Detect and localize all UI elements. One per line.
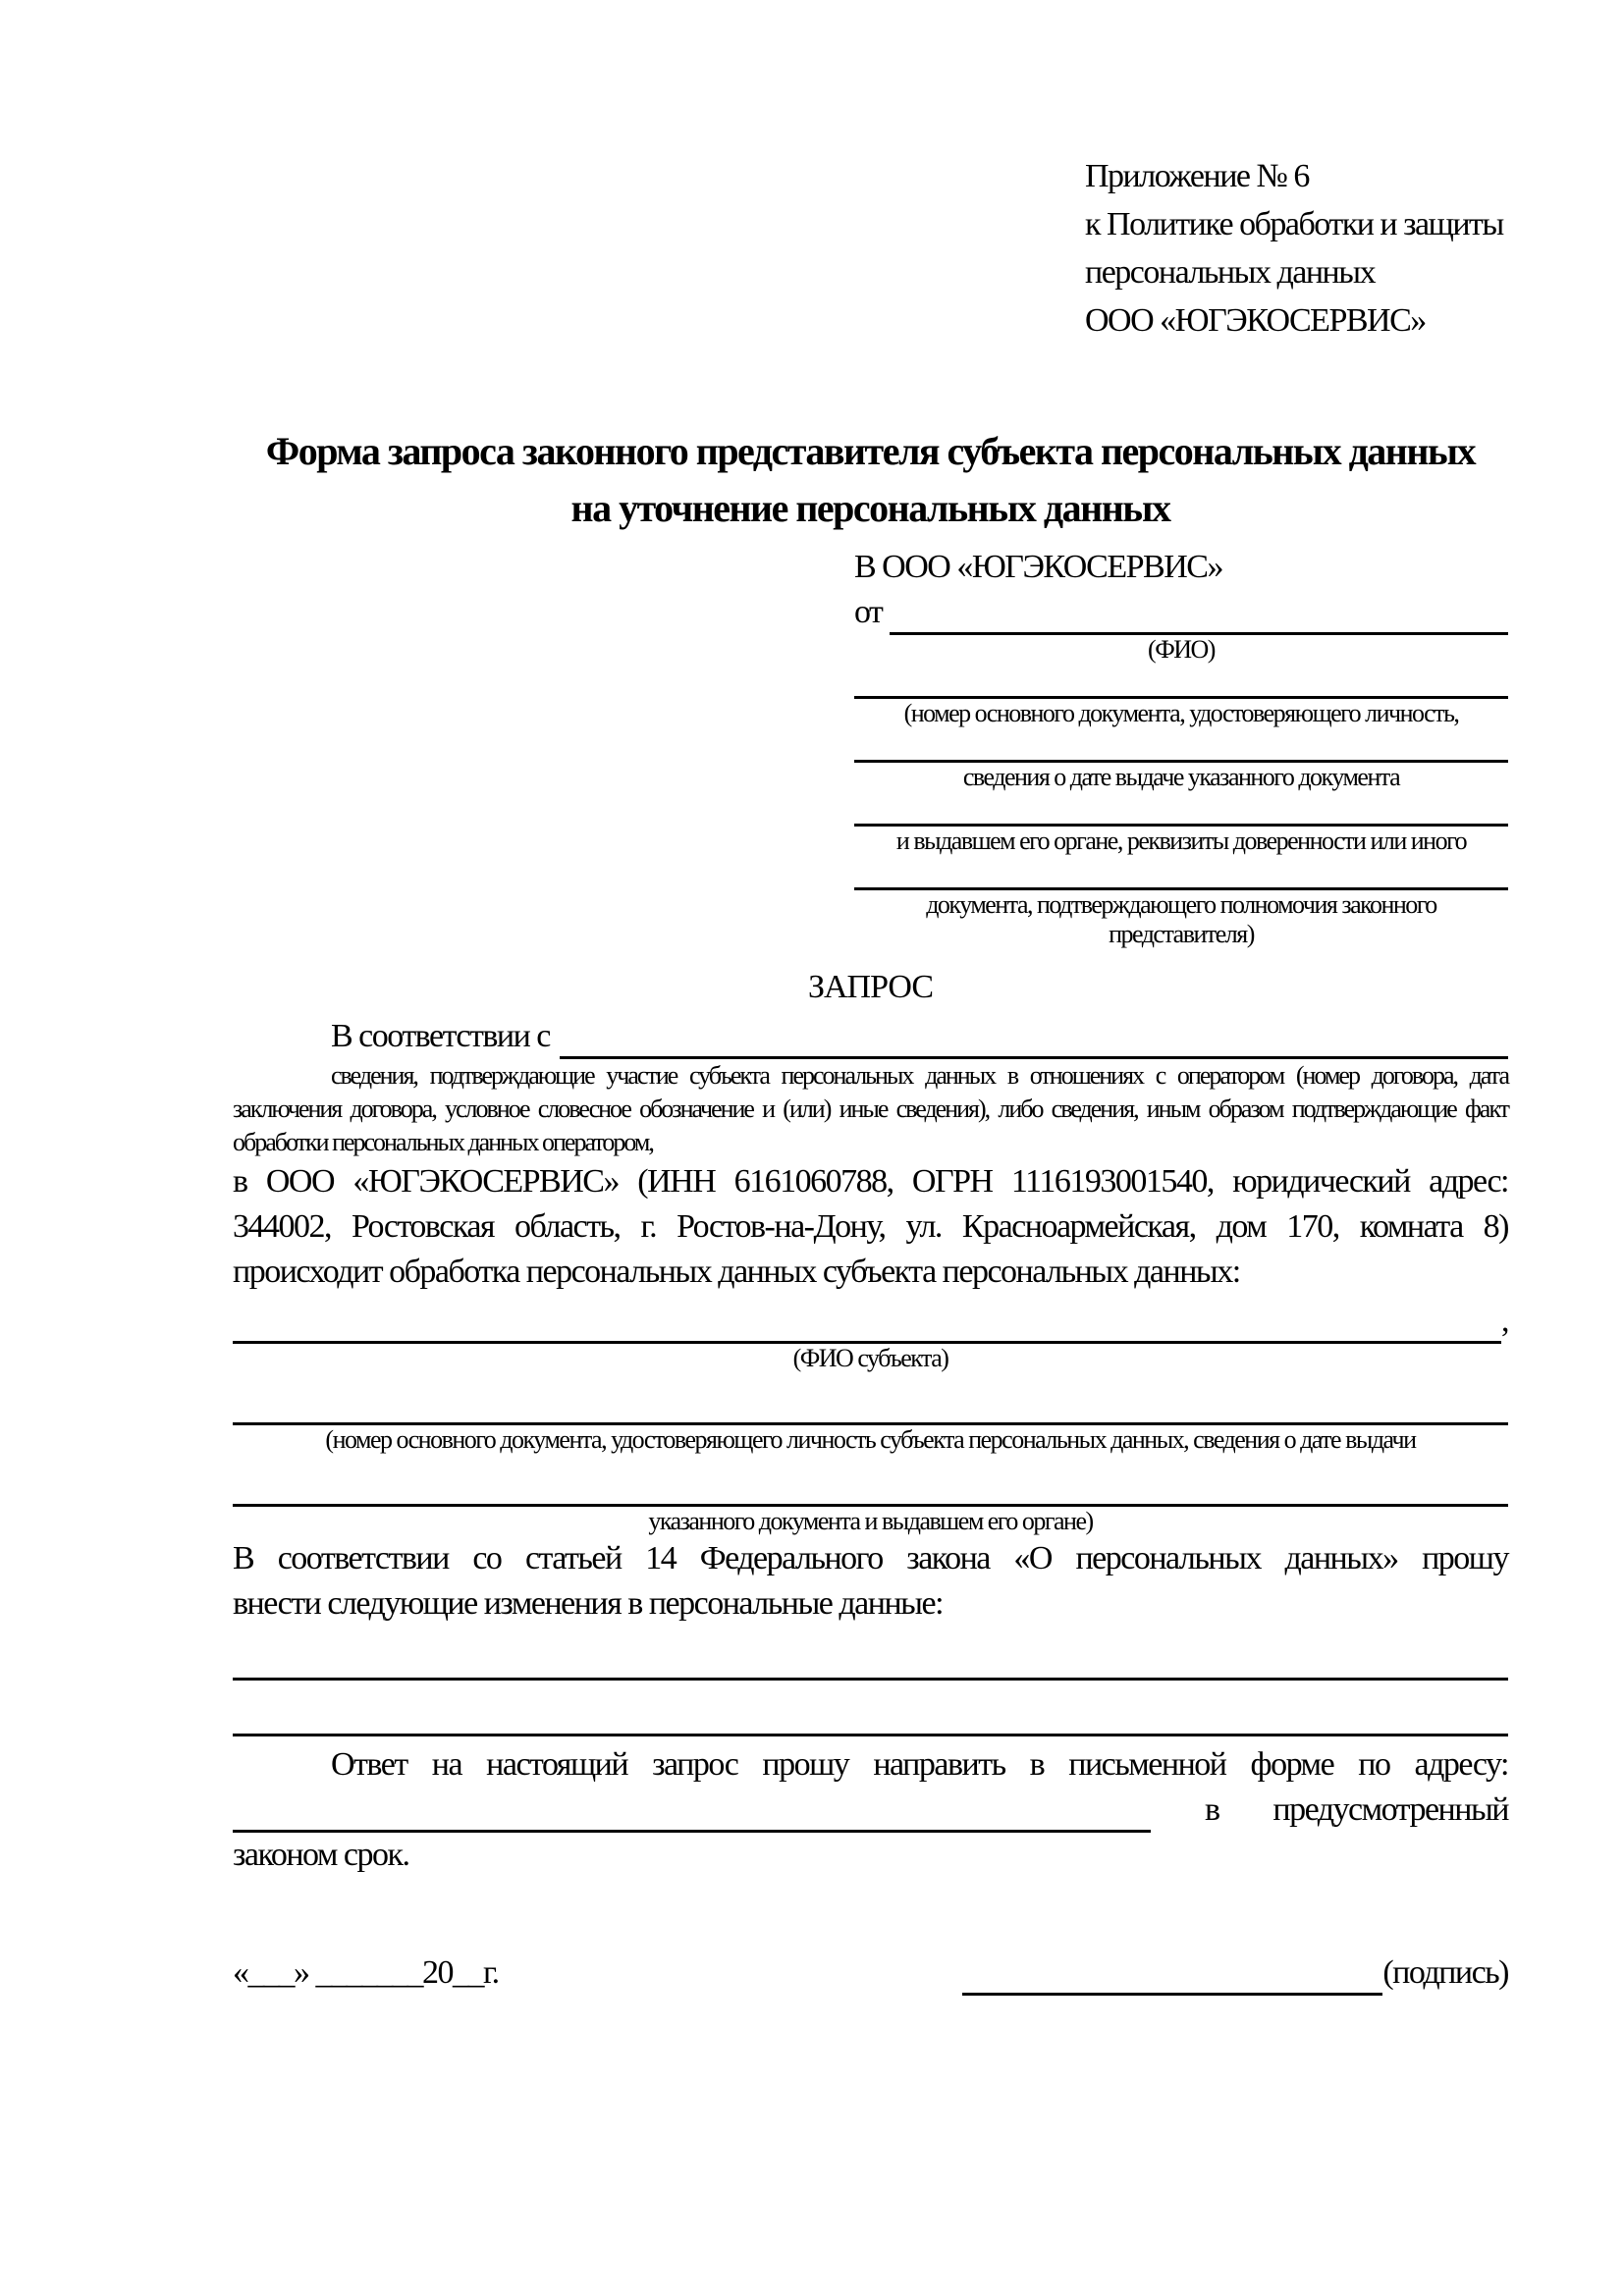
representative-doc-caption-4: документа, подтверждающего полномочия законного представителя) bbox=[926, 890, 1436, 948]
operator-paragraph-line-1: в ООО «ЮГЭКОСЕРВИС» (ИНН 6161060788, ОГРН 1116193001540, юридический адрес: bbox=[233, 1163, 1508, 1200]
answer-word-term: предусмотренный bbox=[1272, 1791, 1508, 1828]
law-paragraph-line-1: В соответствии со статьей 14 Федерального закона «О персональных данных» прошу bbox=[233, 1540, 1508, 1576]
subject-doc-blank-line-1 bbox=[233, 1373, 1508, 1425]
fine-print bbox=[233, 1059, 1508, 1159]
changes-blank-line-2 bbox=[233, 1681, 1508, 1736]
changes-blank-line-1 bbox=[233, 1627, 1508, 1681]
date-line: «___» _______20__г. bbox=[233, 1954, 499, 1991]
fine-print-line-2: заключения договора, условное словесное обозначение и (или) иные сведения), либо сведения, иным образом подтверждающие факт bbox=[233, 1095, 1508, 1123]
from-blank-line bbox=[890, 590, 1508, 635]
law-paragraph bbox=[233, 1536, 1508, 1627]
subject-fio-row bbox=[233, 1299, 1508, 1344]
signature-group bbox=[962, 1950, 1508, 1996]
representative-doc-blank-line-3 bbox=[854, 792, 1508, 827]
subject-doc-caption-2: указанного документа и выдавшем его органе) bbox=[648, 1507, 1093, 1535]
subject-doc-blank-line-2 bbox=[233, 1455, 1508, 1507]
appendix-header bbox=[1085, 152, 1508, 345]
form-title bbox=[233, 423, 1508, 537]
fine-print-line-1: сведения, подтверждающие участие субъекта персональных данных в отношениях с оператором (номер договора, дата bbox=[331, 1061, 1508, 1090]
representative-doc-caption-1: (номер основного документа, удостоверяющего личность, bbox=[903, 699, 1459, 727]
signature-caption: (подпись) bbox=[1382, 1954, 1508, 1991]
representative-doc-blank-line-1 bbox=[854, 665, 1508, 699]
representative-doc-caption-3: и выдавшем его органе, реквизиты доверенности или иного bbox=[895, 827, 1467, 855]
subject-fio-caption: (ФИО субъекта) bbox=[792, 1344, 948, 1372]
representative-doc-blank-line-4 bbox=[854, 856, 1508, 890]
from-label: от bbox=[854, 594, 883, 630]
fio-caption: (ФИО) bbox=[1148, 635, 1215, 664]
representative-doc-caption-2: сведения о дате выдаче указанного документа bbox=[962, 763, 1400, 791]
addressee-to: В ООО «ЮГЭКОСЕРВИС» bbox=[854, 549, 1222, 585]
request-heading: ЗАПРОС bbox=[807, 969, 934, 1005]
fine-print-line-3: обработки персональных данных оператором, bbox=[233, 1128, 653, 1156]
intro-row bbox=[233, 1014, 1508, 1059]
addressee-block bbox=[854, 545, 1508, 949]
form-title-line-2: на уточнение персональных данных bbox=[570, 486, 1170, 530]
appendix-line-2: к Политике обработки и защиты bbox=[1085, 206, 1503, 242]
intro-label: В соответствии с bbox=[331, 1018, 550, 1054]
representative-doc-blank-line-2 bbox=[854, 728, 1508, 763]
answer-word-in: в bbox=[1205, 1791, 1219, 1828]
subject-doc-caption-1: (номер основного документа, удостоверяющего личность субъекта персональных данных, сведения о дате выдачи bbox=[325, 1425, 1416, 1454]
operator-paragraph-line-2: 344002, Ростовская область, г. Ростов-на-Дону, ул. Красноармейская, дом 170, комната 8) bbox=[233, 1208, 1508, 1245]
subject-fio-blank-line bbox=[233, 1299, 1501, 1344]
answer-intro: Ответ на настоящий запрос прошу направить в письменной форме по адресу: bbox=[331, 1746, 1508, 1783]
appendix-line-4: ООО «ЮГЭКОСЕРВИС» bbox=[1085, 302, 1426, 339]
answer-address-row bbox=[233, 1788, 1508, 1833]
answer-tail: законом срок. bbox=[233, 1837, 409, 1873]
intro-blank-line bbox=[560, 1014, 1508, 1059]
address-blank-line bbox=[233, 1788, 1151, 1833]
appendix-line-3: персональных данных bbox=[1085, 254, 1376, 291]
law-paragraph-line-2: внести следующие изменения в персональные данные: bbox=[233, 1585, 944, 1622]
appendix-line-1: Приложение № 6 bbox=[1085, 158, 1309, 194]
operator-paragraph-line-3: происходит обработка персональных данных субъекта персональных данных: bbox=[233, 1254, 1240, 1290]
signature-blank-line bbox=[962, 1950, 1382, 1996]
form-title-line-1: Форма запроса законного представителя субъекта персональных данных bbox=[265, 429, 1476, 473]
operator-paragraph bbox=[233, 1159, 1508, 1295]
date-signature-row bbox=[233, 1950, 1508, 1996]
subject-fio-comma: , bbox=[1501, 1303, 1508, 1339]
from-row bbox=[854, 590, 1508, 635]
